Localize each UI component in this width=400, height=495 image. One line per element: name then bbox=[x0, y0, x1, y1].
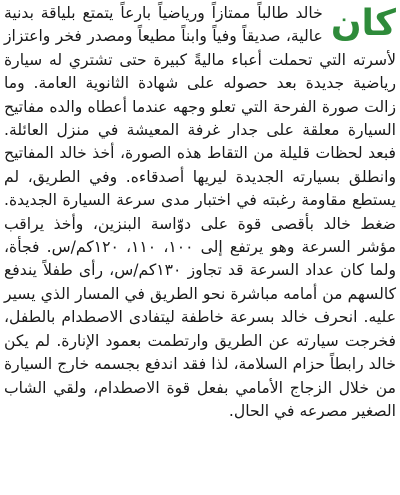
article bbox=[4, 2, 396, 423]
article-body-text: خالد طالباً ممتازاً ورياضياً بارعاً يتمتع بلياقة بدنية عالية، صديقاً وفياً وابناً مطيعاً ومصدر فخر واعتزاز لأسرته التي تحملت أعباء ماليةً كبيرة حتى تشتري له سيارة رياضية جديدة بعد حصوله على شهادة الثانوية العامة. وما زالت صورة الفرحة التي تعلو وجهه عندما أعطاه والده مفاتيح السيارة معلقة على جدار غرفة المعيشة في منزل العائلة. فبعد لحظات قليلة من التقاط هذه الصورة، أخذ خالد المفاتيح وانطلق بسيارته الجديدة ليريها أصدقاءه. وفي الطريق، لم يستطع مقاومة رغبته في اختبار مدى سرعة السيارة الجديدة. ضغط خالد بأقصى قوة على دوّاسة البنزين، وأخذ يراقب مؤشر السرعة وهو يرتفع إلى ١٠٠، ١١٠، ١٢٠كم/س. فجأة، ولما كان عداد السرعة قد تجاوز ١٣٠كم/س، رأى طفلاً يندفع كالسهم من أمامه مباشرة نحو الطريق في المسار الذي يسير عليه. انحرف خالد بسرعة خاطفة ليتفادى الاصطدام بالطفل، فخرجت سيارته عن الطريق وارتطمت بعمود الإنارة. لم يكن خالد رابطاً حزام السلامة، لذا فقد اندفع بجسمه خارج السيارة من خلال الزجاج الأمامي بفعل قوة الاصطدام، ولقي الشاب الصغير مصرعه في الحال. bbox=[4, 4, 396, 420]
drop-cap-word: كان bbox=[330, 3, 396, 44]
